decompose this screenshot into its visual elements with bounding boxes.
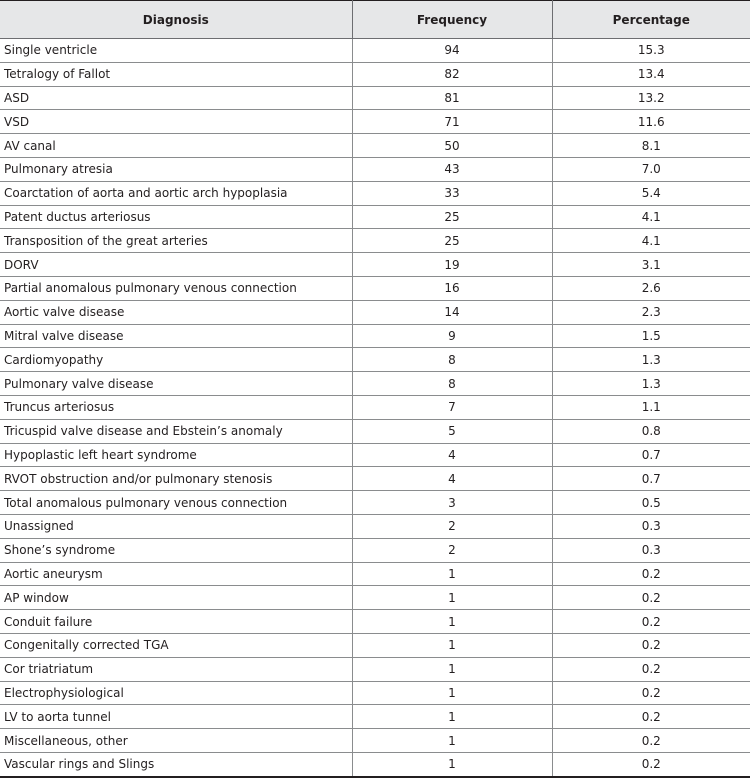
table-row [0,300,750,324]
frequency-cell: 1 [352,752,552,776]
table-row [0,705,750,729]
diagnosis-cell: Miscellaneous, other [0,729,352,753]
frequency-cell: 1 [352,562,552,586]
percentage-cell: 1.3 [552,348,750,372]
percentage-cell: 0.3 [552,514,750,538]
percentage-cell: 0.5 [552,491,750,515]
diagnosis-cell: Coarctation of aorta and aortic arch hypoplasia [0,181,352,205]
table-row [0,229,750,253]
percentage-cell: 13.2 [552,86,750,110]
frequency-cell: 1 [352,610,552,634]
percentage-cell: 0.2 [552,752,750,776]
table-row [0,586,750,610]
frequency-cell: 14 [352,300,552,324]
frequency-cell: 8 [352,348,552,372]
diagnosis-cell: DORV [0,253,352,277]
table-row [0,633,750,657]
table-row [0,681,750,705]
diagnosis-cell: Aortic valve disease [0,300,352,324]
frequency-cell: 7 [352,395,552,419]
percentage-cell: 0.3 [552,538,750,562]
table-row [0,491,750,515]
frequency-cell: 1 [352,729,552,753]
table-row [0,86,750,110]
diagnosis-cell: AV canal [0,134,352,158]
diagnosis-cell: RVOT obstruction and/or pulmonary stenosis [0,467,352,491]
frequency-cell: 5 [352,419,552,443]
percentage-cell: 7.0 [552,157,750,181]
column-header-diagnosis: Diagnosis [0,1,352,39]
diagnosis-cell: Shone’s syndrome [0,538,352,562]
diagnosis-cell: Aortic aneurysm [0,562,352,586]
percentage-cell: 0.8 [552,419,750,443]
table-row [0,372,750,396]
table-row [0,729,750,753]
frequency-cell: 4 [352,443,552,467]
diagnosis-cell: Tricuspid valve disease and Ebstein’s anomaly [0,419,352,443]
table-row [0,562,750,586]
diagnosis-cell: Partial anomalous pulmonary venous connection [0,276,352,300]
table-row [0,467,750,491]
diagnosis-cell: Vascular rings and Slings [0,752,352,776]
frequency-cell: 9 [352,324,552,348]
percentage-cell: 2.6 [552,276,750,300]
frequency-cell: 71 [352,110,552,134]
percentage-cell: 13.4 [552,62,750,86]
diagnosis-cell: Transposition of the great arteries [0,229,352,253]
table-row [0,348,750,372]
table-row [0,419,750,443]
percentage-cell: 4.1 [552,229,750,253]
diagnosis-cell: Patent ductus arteriosus [0,205,352,229]
diagnosis-cell: Single ventricle [0,39,352,63]
frequency-cell: 25 [352,205,552,229]
frequency-cell: 2 [352,514,552,538]
percentage-cell: 15.3 [552,39,750,63]
percentage-cell: 5.4 [552,181,750,205]
frequency-cell: 3 [352,491,552,515]
column-header-percentage: Percentage [552,1,750,39]
percentage-cell: 1.3 [552,372,750,396]
frequency-cell: 1 [352,681,552,705]
diagnosis-cell: Pulmonary valve disease [0,372,352,396]
table-row [0,324,750,348]
table-row [0,538,750,562]
frequency-cell: 1 [352,633,552,657]
percentage-cell: 2.3 [552,300,750,324]
frequency-cell: 16 [352,276,552,300]
percentage-cell: 1.1 [552,395,750,419]
table-row [0,253,750,277]
percentage-cell: 0.2 [552,633,750,657]
header-row [0,1,750,39]
table-row [0,276,750,300]
diagnosis-cell: Truncus arteriosus [0,395,352,419]
diagnosis-cell: Pulmonary atresia [0,157,352,181]
diagnosis-cell: Unassigned [0,514,352,538]
percentage-cell: 0.2 [552,729,750,753]
table-row [0,395,750,419]
percentage-cell: 11.6 [552,110,750,134]
table-row [0,657,750,681]
percentage-cell: 3.1 [552,253,750,277]
diagnosis-cell: AP window [0,586,352,610]
table-row [0,610,750,634]
percentage-cell: 0.2 [552,705,750,729]
table-header [0,1,750,39]
table-row [0,205,750,229]
diagnosis-cell: Tetralogy of Fallot [0,62,352,86]
percentage-cell: 4.1 [552,205,750,229]
column-header-frequency: Frequency [352,1,552,39]
table-row [0,62,750,86]
percentage-cell: 0.2 [552,610,750,634]
diagnosis-cell: Electrophysiological [0,681,352,705]
table-row [0,110,750,134]
table-row [0,134,750,158]
frequency-cell: 1 [352,705,552,729]
diagnosis-cell: Congenitally corrected TGA [0,633,352,657]
frequency-cell: 1 [352,657,552,681]
frequency-cell: 43 [352,157,552,181]
table-row [0,514,750,538]
frequency-cell: 82 [352,62,552,86]
percentage-cell: 8.1 [552,134,750,158]
percentage-cell: 0.7 [552,443,750,467]
diagnosis-cell: VSD [0,110,352,134]
table-row [0,39,750,63]
table-row [0,181,750,205]
frequency-cell: 19 [352,253,552,277]
frequency-cell: 33 [352,181,552,205]
diagnosis-cell: Mitral valve disease [0,324,352,348]
diagnosis-cell: Hypoplastic left heart syndrome [0,443,352,467]
frequency-cell: 50 [352,134,552,158]
diagnosis-cell: Cardiomyopathy [0,348,352,372]
table-row [0,443,750,467]
diagnosis-cell: Cor triatriatum [0,657,352,681]
percentage-cell: 0.2 [552,681,750,705]
diagnosis-cell: Total anomalous pulmonary venous connection [0,491,352,515]
frequency-cell: 1 [352,586,552,610]
frequency-cell: 25 [352,229,552,253]
table-row [0,157,750,181]
percentage-cell: 0.2 [552,586,750,610]
percentage-cell: 0.2 [552,562,750,586]
percentage-cell: 0.2 [552,657,750,681]
frequency-cell: 2 [352,538,552,562]
diagnosis-cell: Conduit failure [0,610,352,634]
percentage-cell: 0.7 [552,467,750,491]
frequency-cell: 4 [352,467,552,491]
frequency-cell: 81 [352,86,552,110]
diagnosis-cell: ASD [0,86,352,110]
percentage-cell: 1.5 [552,324,750,348]
table-row [0,752,750,776]
table-body [0,39,750,777]
frequency-cell: 94 [352,39,552,63]
diagnosis-cell: LV to aorta tunnel [0,705,352,729]
frequency-cell: 8 [352,372,552,396]
